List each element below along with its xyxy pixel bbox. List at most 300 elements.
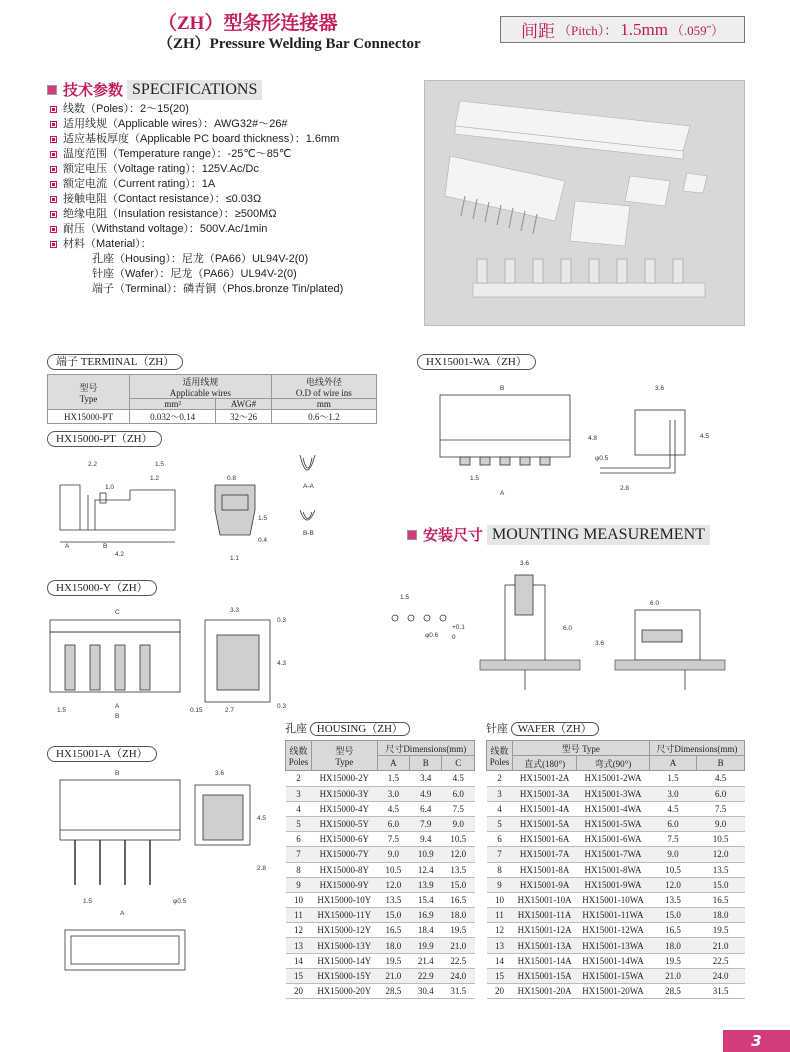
cell: 9.0 xyxy=(697,816,745,831)
wa-drawing xyxy=(430,380,730,500)
dim-text: 1.5 xyxy=(155,461,165,468)
cell: 24.0 xyxy=(442,968,475,983)
dim-text: 6.0 xyxy=(563,625,573,632)
cell: 6.0 xyxy=(697,786,745,801)
specs-list xyxy=(50,102,343,297)
th-wires-en: Applicable wires xyxy=(169,388,231,398)
table-row xyxy=(487,938,745,953)
cell: 10.5 xyxy=(442,832,475,847)
cell: 3.0 xyxy=(649,786,697,801)
cell: HX15000-PT xyxy=(48,410,130,424)
th-poles-en: Poles xyxy=(489,757,510,768)
spec-text: 绝缘电阻（Insulation resistance）：≥500MΩ xyxy=(63,208,277,220)
dim-text: B xyxy=(115,713,120,720)
cell: 19.5 xyxy=(649,953,697,968)
wa-label: HX15001-WA（ZH） xyxy=(417,354,536,370)
cell: 16.5 xyxy=(697,892,745,907)
cell: 16.5 xyxy=(377,923,409,938)
pitch-mm: 1.5mm xyxy=(620,19,668,39)
bullet-icon xyxy=(50,241,57,248)
cell: HX15001-20WA xyxy=(577,984,650,999)
cell: 4.9 xyxy=(410,786,442,801)
cell: 4.5 xyxy=(377,801,409,816)
dim-text: A xyxy=(500,490,505,497)
dim-text: 1.5 xyxy=(83,898,93,905)
cell: 12 xyxy=(487,923,513,938)
cell: HX15001-3WA xyxy=(577,786,650,801)
cell: 12 xyxy=(286,923,312,938)
dim-text: 4.8 xyxy=(588,435,598,442)
cell: 9.4 xyxy=(410,832,442,847)
th-type-cn: 型号 xyxy=(79,382,98,393)
table-row xyxy=(286,984,475,999)
cell: HX15001-6WA xyxy=(577,832,650,847)
cell: 15 xyxy=(286,968,312,983)
cell: HX15001-20A xyxy=(513,984,577,999)
th-poles-en: Poles xyxy=(288,757,309,768)
section-marker-icon xyxy=(47,85,57,95)
cell: HX15000-11Y xyxy=(312,908,378,923)
cell: HX15001-7WA xyxy=(577,847,650,862)
dim-text: 1.5 xyxy=(57,707,67,714)
cell: 19.9 xyxy=(410,938,442,953)
cell: HX15000-9Y xyxy=(312,877,378,892)
table-row xyxy=(286,847,475,862)
dim-text: A-A xyxy=(303,483,314,490)
wafer-label-cn: 针座 xyxy=(486,723,508,735)
cell: HX15001-13A xyxy=(513,938,577,953)
table-row xyxy=(286,786,475,801)
cell: 4.5 xyxy=(697,771,745,786)
cell: 9 xyxy=(286,877,312,892)
cell: 4.5 xyxy=(649,801,697,816)
dim-text: 3.6 xyxy=(520,560,530,567)
cell: 6.0 xyxy=(442,786,475,801)
dim-text: φ0.5 xyxy=(595,455,609,462)
cell: HX15001-4WA xyxy=(577,801,650,816)
cell: 7.5 xyxy=(649,832,697,847)
cell: 11 xyxy=(487,908,513,923)
product-photo-drawing xyxy=(425,81,746,327)
cell: 16.5 xyxy=(442,892,475,907)
th-od-cn: 电线外径 xyxy=(305,377,342,387)
cell: 21.0 xyxy=(442,938,475,953)
table-row xyxy=(286,892,475,907)
housing-label xyxy=(285,720,410,736)
cell: HX15001-9A xyxy=(513,877,577,892)
cell: 5 xyxy=(487,816,513,831)
th-type-en: Type xyxy=(335,757,354,768)
cell: HX15001-11WA xyxy=(577,908,650,923)
spec-text: 材料（Material）： xyxy=(63,238,152,250)
mount-title-en: MOUNTING MEASUREMENT xyxy=(487,525,710,545)
cell: 24.0 xyxy=(697,968,745,983)
cell: 18.0 xyxy=(377,938,409,953)
th-awg: AWG# xyxy=(216,399,271,410)
spec-item xyxy=(50,162,343,177)
spec-item xyxy=(50,132,343,147)
housing-table xyxy=(285,740,475,999)
dim-text: 1.5 xyxy=(400,594,410,601)
cell: 12.0 xyxy=(649,877,697,892)
cell: 3.0 xyxy=(377,786,409,801)
cell: HX15001-7A xyxy=(513,847,577,862)
specs-heading xyxy=(47,79,262,100)
pitch-box xyxy=(500,16,745,43)
dim-text: 2.8 xyxy=(620,485,630,492)
cell: HX15001-8WA xyxy=(577,862,650,877)
cell: 21.0 xyxy=(697,938,745,953)
spec-item xyxy=(50,117,343,132)
cell: 10.5 xyxy=(649,862,697,877)
cell: 22.9 xyxy=(410,968,442,983)
housing-label-cn: 孔座 xyxy=(285,723,307,735)
cell: 21.0 xyxy=(377,968,409,983)
cell: 18.0 xyxy=(442,908,475,923)
cell: 21.4 xyxy=(410,953,442,968)
dim-text: 0.8 xyxy=(227,475,237,482)
cell: 13 xyxy=(286,938,312,953)
pitch-label: （Pitch）： xyxy=(557,23,618,38)
th-col: A xyxy=(377,756,409,771)
cell: 13.5 xyxy=(649,892,697,907)
bullet-icon xyxy=(50,136,57,143)
cell: HX15000-13Y xyxy=(312,938,378,953)
table-row xyxy=(487,786,745,801)
cell: HX15001-4A xyxy=(513,801,577,816)
dim-text: 4.2 xyxy=(115,551,125,558)
cell: HX15000-14Y xyxy=(312,953,378,968)
cell: 3 xyxy=(286,786,312,801)
dim-text: 0.3 xyxy=(277,703,287,710)
dim-text: φ0.6 xyxy=(425,632,439,639)
cell: 30.4 xyxy=(410,984,442,999)
cell: 16.9 xyxy=(410,908,442,923)
dim-text: 0 xyxy=(452,634,456,641)
table-row xyxy=(286,877,475,892)
cell: 20 xyxy=(487,984,513,999)
cell: HX15001-2WA xyxy=(577,771,650,786)
dim-text: C xyxy=(115,609,120,616)
wafer-table xyxy=(486,740,745,999)
dim-text: 1.5 xyxy=(470,475,480,482)
cell: 15.0 xyxy=(697,877,745,892)
cell: HX15001-5WA xyxy=(577,816,650,831)
th-poles-cn: 线数 xyxy=(490,746,509,757)
cell: 9.0 xyxy=(442,816,475,831)
material-item: 孔座（Housing）：尼龙（PA66）UL94V-2(0) xyxy=(92,253,309,265)
th-angle: 弯式(90°) xyxy=(577,756,650,771)
table-row xyxy=(487,801,745,816)
table-row xyxy=(286,816,475,831)
table-row xyxy=(286,923,475,938)
cell: HX15001-9WA xyxy=(577,877,650,892)
dim-text: B-B xyxy=(303,530,314,537)
dim-text: +0.1 xyxy=(452,624,465,631)
bullet-icon xyxy=(50,151,57,158)
table-row xyxy=(487,847,745,862)
cell: 15.0 xyxy=(649,908,697,923)
cell: 19.5 xyxy=(442,923,475,938)
spec-item xyxy=(50,147,343,162)
cell: 15.4 xyxy=(410,892,442,907)
spec-text: 适用线规（Applicable wires）：AWG32#～26# xyxy=(63,118,288,130)
bullet-icon xyxy=(50,181,57,188)
th-col: A xyxy=(649,756,697,771)
cell: 9.0 xyxy=(377,847,409,862)
cell: HX15001-14A xyxy=(513,953,577,968)
a-drawing xyxy=(45,765,285,995)
cell: 6 xyxy=(286,832,312,847)
pitch-cn: 间距 xyxy=(520,22,555,41)
cell: 6.0 xyxy=(377,816,409,831)
cell: 7 xyxy=(286,847,312,862)
cell: 18.0 xyxy=(649,938,697,953)
cell: HX15001-6A xyxy=(513,832,577,847)
cell: HX15000-12Y xyxy=(312,923,378,938)
spec-text: 接触电阻（Contact resistance）：≤0.03Ω xyxy=(63,193,262,205)
dim-text: A xyxy=(120,910,125,917)
cell: HX15001-5A xyxy=(513,816,577,831)
dim-text: 0.15 xyxy=(190,707,203,714)
cell: 31.5 xyxy=(697,984,745,999)
cell: 10.5 xyxy=(377,862,409,877)
bullet-icon xyxy=(50,166,57,173)
cell: 13 xyxy=(487,938,513,953)
dim-text: 2.8 xyxy=(257,865,267,872)
spec-item xyxy=(50,237,343,252)
a-label: HX15001-A（ZH） xyxy=(47,746,157,762)
dim-text: 0.4 xyxy=(258,537,268,544)
spec-text: 适应基板厚度（Applicable PC board thickness）：1.6mm xyxy=(63,133,340,145)
dim-text: 6.0 xyxy=(650,600,660,607)
table-row xyxy=(487,968,745,983)
pt-drawing xyxy=(55,450,335,565)
cell: 7.9 xyxy=(410,816,442,831)
cell: HX15000-2Y xyxy=(312,771,378,786)
bullet-icon xyxy=(50,106,57,113)
cell: HX15001-13WA xyxy=(577,938,650,953)
table-row xyxy=(286,938,475,953)
specs-title-cn: 技术参数 xyxy=(63,81,124,99)
cell: HX15001-12A xyxy=(513,923,577,938)
cell: 19.5 xyxy=(697,923,745,938)
cell: HX15001-15WA xyxy=(577,968,650,983)
product-photo xyxy=(424,80,745,326)
dim-text: 4.3 xyxy=(277,660,287,667)
pt-label: HX15000-PT（ZH） xyxy=(47,431,162,447)
cell: 0.032～0.14 xyxy=(130,410,216,424)
cell: HX15000-10Y xyxy=(312,892,378,907)
cell: 2 xyxy=(487,771,513,786)
cell: HX15000-15Y xyxy=(312,968,378,983)
cell: 13.9 xyxy=(410,877,442,892)
cell: 20 xyxy=(286,984,312,999)
cell: 16.5 xyxy=(649,923,697,938)
th-straight: 直式(180°) xyxy=(513,756,577,771)
spec-text: 额定电流（Current rating）：1A xyxy=(63,178,216,190)
cell: 13.5 xyxy=(697,862,745,877)
dim-text: 3.6 xyxy=(655,385,665,392)
cell: HX15001-11A xyxy=(513,908,577,923)
cell: 7 xyxy=(487,847,513,862)
cell: 18.0 xyxy=(697,908,745,923)
dim-text: 3.6 xyxy=(595,640,605,647)
table-row xyxy=(286,968,475,983)
th-type-cn: 型号 xyxy=(561,743,580,754)
cell: 22.5 xyxy=(697,953,745,968)
page-title-cn: （ZH）型条形连接器 xyxy=(158,13,338,34)
dim-text: 3.3 xyxy=(230,607,240,614)
cell: HX15001-3A xyxy=(513,786,577,801)
cell: 11 xyxy=(286,908,312,923)
dim-text: 4.5 xyxy=(700,433,710,440)
table-row xyxy=(487,908,745,923)
table-row xyxy=(286,862,475,877)
cell: 31.5 xyxy=(442,984,475,999)
cell: 2 xyxy=(286,771,312,786)
cell: 9 xyxy=(487,877,513,892)
cell: 8 xyxy=(487,862,513,877)
cell: HX15001-8A xyxy=(513,862,577,877)
spec-text: 温度范围（Temperature range）：-25℃～85℃ xyxy=(63,148,292,160)
spec-item xyxy=(50,192,343,207)
cell: 1.5 xyxy=(649,771,697,786)
th-mm2: mm² xyxy=(130,399,216,410)
spec-item xyxy=(50,222,343,237)
table-row xyxy=(487,832,745,847)
cell: 21.0 xyxy=(649,968,697,983)
cell: HX15001-12WA xyxy=(577,923,650,938)
cell: HX15000-3Y xyxy=(312,786,378,801)
th-dim: 尺寸Dimensions(mm) xyxy=(649,741,744,756)
cell: 12.0 xyxy=(442,847,475,862)
housing-label-en: HOUSING（ZH） xyxy=(310,722,410,736)
cell: HX15001-10A xyxy=(513,892,577,907)
cell: 28.5 xyxy=(377,984,409,999)
dim-text: 2.7 xyxy=(225,707,235,714)
spec-item xyxy=(50,177,343,192)
cell: 7.5 xyxy=(697,801,745,816)
cell: 14 xyxy=(487,953,513,968)
table-row xyxy=(487,816,745,831)
bullet-icon xyxy=(50,121,57,128)
material-item: 针座（Wafer）：尼龙（PA66）UL94V-2(0) xyxy=(92,268,297,280)
dim-text: φ0.5 xyxy=(173,898,187,905)
cell: 1.5 xyxy=(377,771,409,786)
mount-drawing xyxy=(380,555,740,695)
th-od-en: O.D of wire ins xyxy=(295,388,352,398)
cell: 28.5 xyxy=(649,984,697,999)
cell: 14 xyxy=(286,953,312,968)
dim-text: 2.2 xyxy=(88,461,98,468)
dim-text: 4.5 xyxy=(257,815,267,822)
cell: 10 xyxy=(286,892,312,907)
y-label: HX15000-Y（ZH） xyxy=(47,580,157,596)
wafer-label-en: WAFER（ZH） xyxy=(511,722,599,736)
pitch-in: （.059˝） xyxy=(670,23,725,38)
table-row xyxy=(286,908,475,923)
dim-text: A xyxy=(115,703,120,710)
page-number: 3 xyxy=(723,1030,790,1052)
spec-text: 耐压（Withstand voltage）：500V.Ac/1min xyxy=(63,223,268,235)
dim-text: 1.5 xyxy=(258,515,268,522)
dim-text: B xyxy=(115,770,120,777)
cell: 5 xyxy=(286,816,312,831)
bullet-icon xyxy=(50,196,57,203)
cell: HX15000-8Y xyxy=(312,862,378,877)
dim-text: B xyxy=(500,385,505,392)
cell: 12.4 xyxy=(410,862,442,877)
cell: 10 xyxy=(487,892,513,907)
cell: 18.4 xyxy=(410,923,442,938)
section-marker-icon xyxy=(407,530,417,540)
cell: 22.5 xyxy=(442,953,475,968)
dim-text: A xyxy=(65,543,70,550)
table-row xyxy=(487,892,745,907)
th-col: B xyxy=(697,756,745,771)
dim-text: 1.0 xyxy=(105,484,115,491)
material-item: 端子（Terminal）：磷青铜（Phos.bronze Tin/plated) xyxy=(92,283,344,295)
cell: HX15001-15A xyxy=(513,968,577,983)
table-row xyxy=(487,877,745,892)
th-type-en: Type xyxy=(582,743,600,754)
cell: 6.4 xyxy=(410,801,442,816)
dim-text: 3.6 xyxy=(215,770,225,777)
terminal-table xyxy=(47,374,377,424)
cell: 4 xyxy=(487,801,513,816)
cell: 7.5 xyxy=(377,832,409,847)
cell: 6 xyxy=(487,832,513,847)
bullet-icon xyxy=(50,211,57,218)
table-row xyxy=(286,953,475,968)
th-poles-cn: 线数 xyxy=(289,746,308,757)
mount-heading xyxy=(407,524,710,545)
table-row xyxy=(286,832,475,847)
table-row xyxy=(48,410,377,424)
cell: HX15000-7Y xyxy=(312,847,378,862)
cell: 12.0 xyxy=(697,847,745,862)
table-row xyxy=(286,801,475,816)
cell: 15.0 xyxy=(442,877,475,892)
cell: 4.5 xyxy=(442,771,475,786)
dim-text: 1.2 xyxy=(150,475,160,482)
table-row xyxy=(487,923,745,938)
dim-text: B xyxy=(103,543,108,550)
th-dim: 尺寸Dimensions(mm) xyxy=(377,741,474,756)
th-type-en: Type xyxy=(79,393,98,404)
th-wires-cn: 适用线规 xyxy=(182,377,219,387)
table-row xyxy=(487,862,745,877)
y-drawing xyxy=(45,600,290,720)
dim-text: 1.1 xyxy=(230,555,240,562)
spec-item xyxy=(50,102,343,117)
cell: 4 xyxy=(286,801,312,816)
cell: 0.6～1.2 xyxy=(271,410,376,424)
cell: HX15001-14WA xyxy=(577,953,650,968)
cell: 7.5 xyxy=(442,801,475,816)
table-row xyxy=(487,984,745,999)
dim-text: 0.3 xyxy=(277,617,287,624)
th-mm: mm xyxy=(271,399,376,410)
th-col: B xyxy=(410,756,442,771)
terminal-label: 端子 TERMINAL（ZH） xyxy=(47,354,183,370)
cell: 6.0 xyxy=(649,816,697,831)
table-row xyxy=(487,953,745,968)
cell: 15.0 xyxy=(377,908,409,923)
cell: 12.0 xyxy=(377,877,409,892)
cell: 8 xyxy=(286,862,312,877)
